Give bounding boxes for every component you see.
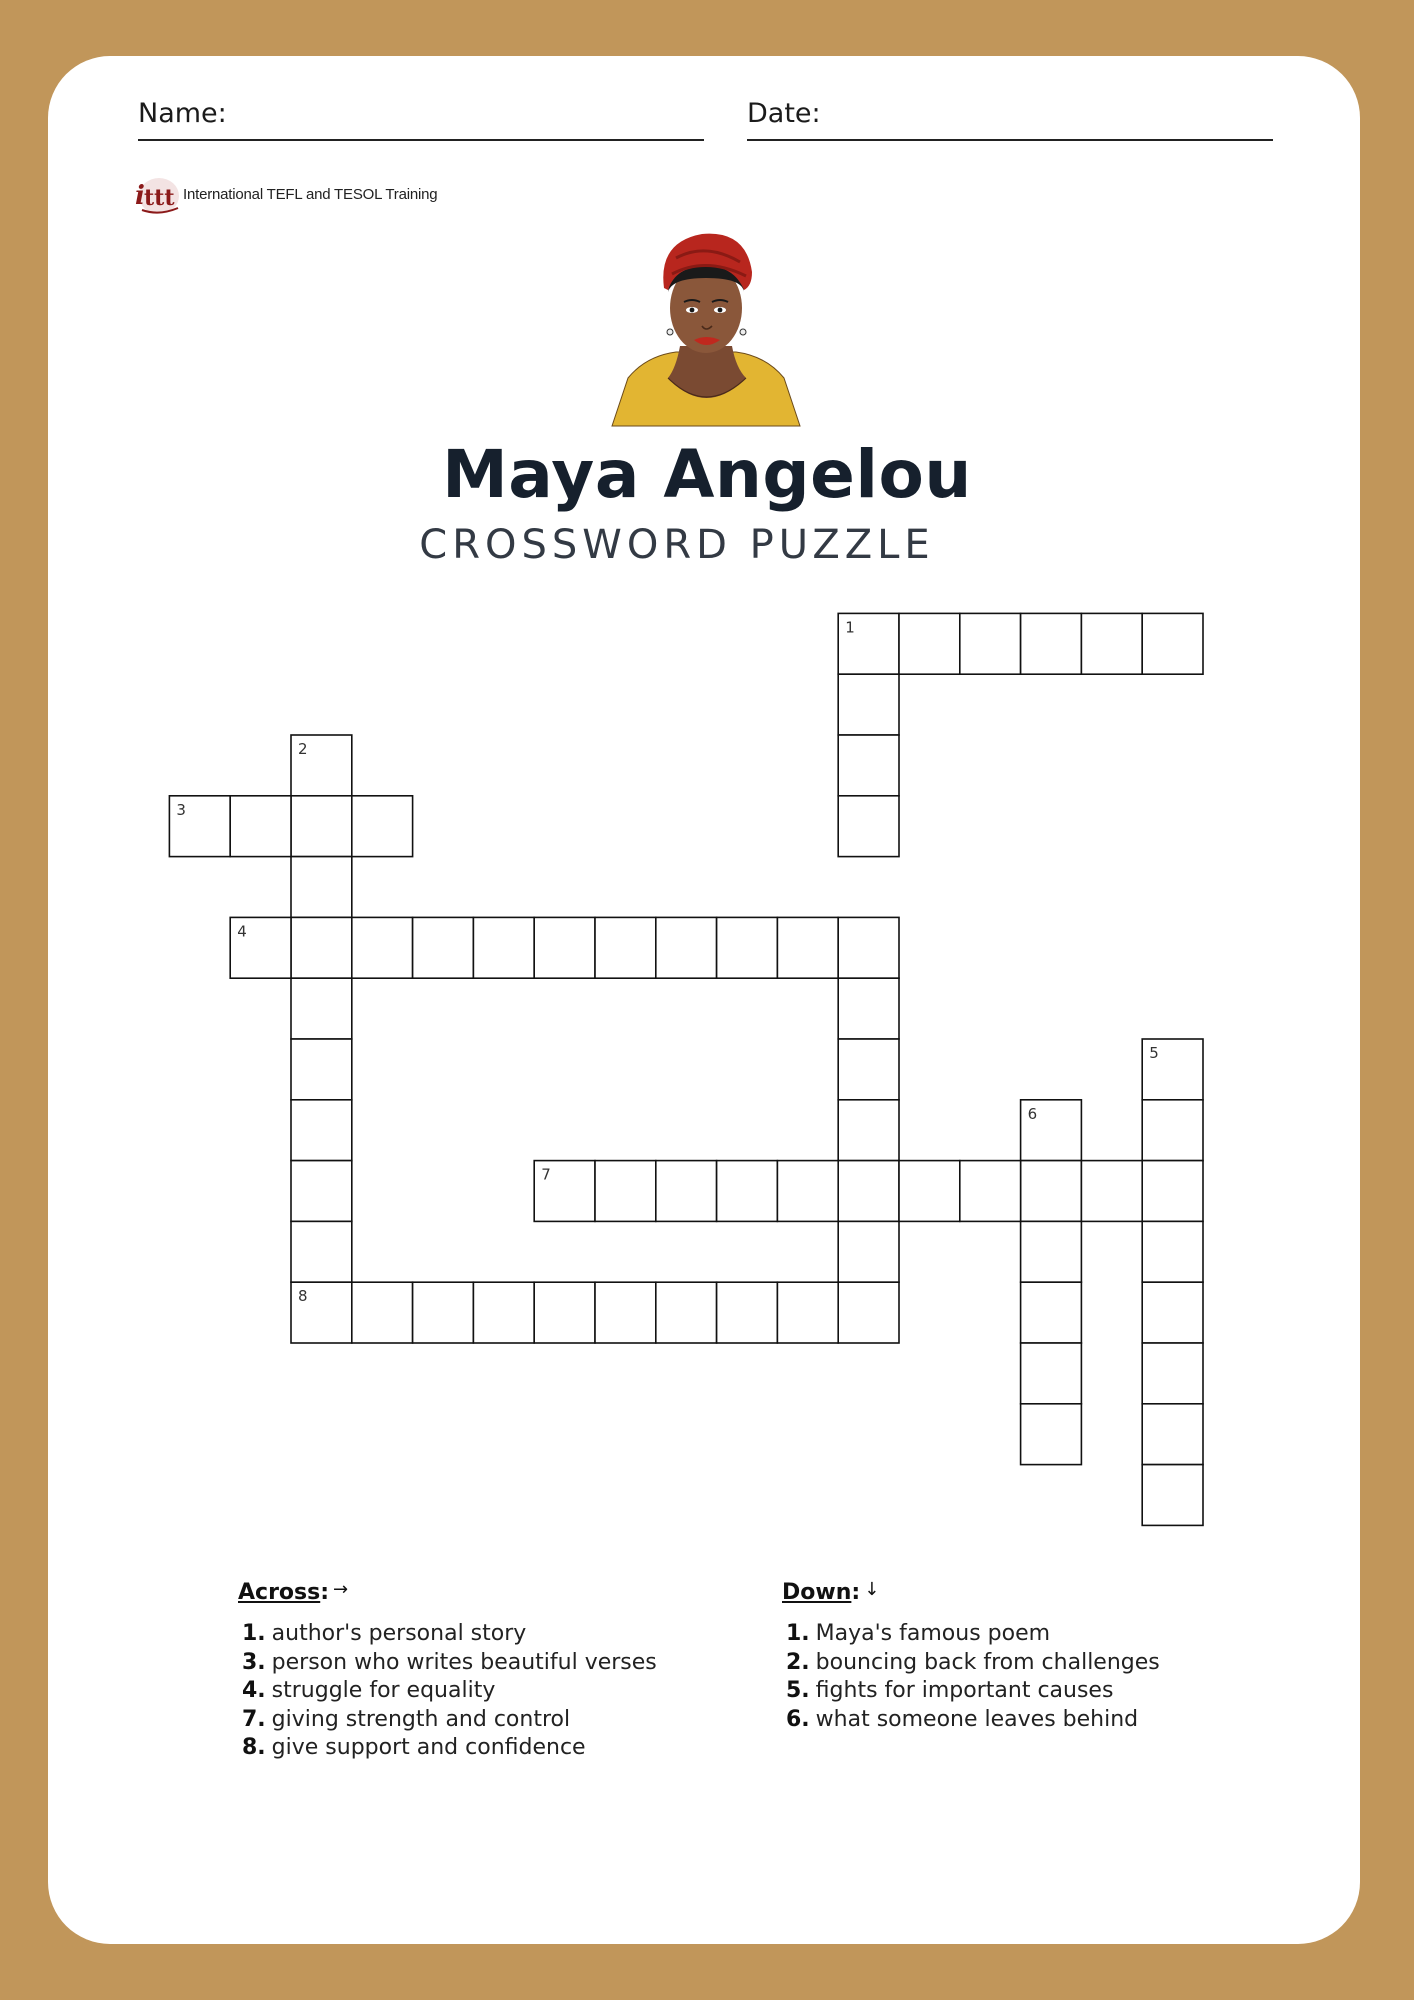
crossword-cell[interactable] bbox=[534, 1282, 595, 1343]
crossword-cell[interactable] bbox=[1021, 1343, 1082, 1404]
across-clue bbox=[242, 1706, 657, 1735]
clue-text: struggle for equality bbox=[271, 1678, 496, 1704]
down-clue bbox=[786, 1649, 1160, 1678]
crossword-cell[interactable] bbox=[717, 917, 778, 978]
clue-number: 5. bbox=[786, 1678, 810, 1704]
clue-number: 1. bbox=[242, 1621, 266, 1646]
crossword-cell[interactable] bbox=[838, 1039, 899, 1100]
arrow-down-icon: ↓ bbox=[864, 1579, 880, 1600]
across-clue-list bbox=[242, 1620, 657, 1763]
clue-text: bouncing back from challenges bbox=[815, 1649, 1160, 1675]
cell-number: 4 bbox=[237, 922, 247, 941]
crossword-cell[interactable] bbox=[352, 917, 413, 978]
crossword-cell[interactable] bbox=[1021, 1161, 1082, 1222]
crossword-cell[interactable] bbox=[838, 1282, 899, 1343]
crossword-cell[interactable] bbox=[473, 917, 534, 978]
page-title: Maya Angelou bbox=[442, 436, 972, 513]
crossword-cell[interactable] bbox=[534, 917, 595, 978]
crossword-cell[interactable] bbox=[291, 857, 352, 918]
across-clue bbox=[242, 1734, 657, 1763]
clue-text: person who writes beautiful verses bbox=[271, 1649, 657, 1675]
crossword-cell[interactable] bbox=[291, 1161, 352, 1222]
crossword-cell[interactable] bbox=[1142, 1404, 1203, 1465]
down-clue bbox=[786, 1620, 1160, 1649]
cell-number: 5 bbox=[1149, 1044, 1159, 1062]
cell-number: 7 bbox=[541, 1165, 551, 1184]
crossword-cell[interactable] bbox=[1021, 1282, 1082, 1343]
crossword-cell[interactable] bbox=[777, 1282, 838, 1343]
down-clue bbox=[786, 1677, 1160, 1706]
crossword-cell[interactable] bbox=[352, 1282, 413, 1343]
clue-text: Maya's famous poem bbox=[815, 1621, 1051, 1646]
clue-text: give support and confidence bbox=[271, 1735, 586, 1761]
crossword-cell[interactable] bbox=[899, 613, 960, 674]
crossword-cell[interactable] bbox=[291, 1039, 352, 1100]
cell-number: 8 bbox=[298, 1287, 308, 1306]
across-clue bbox=[242, 1677, 657, 1706]
crossword-cell[interactable] bbox=[838, 735, 899, 796]
crossword-cell[interactable] bbox=[717, 1161, 778, 1222]
clue-number: 4. bbox=[242, 1678, 266, 1704]
crossword-cell[interactable] bbox=[838, 1100, 899, 1161]
cell-number: 2 bbox=[298, 740, 308, 758]
clue-text: author's personal story bbox=[271, 1621, 527, 1646]
down-clue-list bbox=[786, 1620, 1160, 1734]
crossword-cell[interactable] bbox=[777, 917, 838, 978]
crossword-cell[interactable] bbox=[899, 1161, 960, 1222]
svg-text:ttt: ttt bbox=[144, 185, 175, 211]
logo-text: International TEFL and TESOL Training bbox=[183, 186, 438, 203]
crossword-cell[interactable] bbox=[230, 796, 291, 857]
crossword-cell[interactable] bbox=[777, 1161, 838, 1222]
crossword-cell[interactable] bbox=[1142, 1465, 1203, 1526]
name-label: Name: bbox=[138, 98, 227, 129]
down-clue bbox=[786, 1706, 1160, 1735]
crossword-cell[interactable] bbox=[656, 917, 717, 978]
crossword-cell[interactable] bbox=[656, 1282, 717, 1343]
crossword-cell[interactable] bbox=[1081, 613, 1142, 674]
crossword-cell[interactable] bbox=[838, 674, 899, 735]
crossword-cell[interactable] bbox=[838, 917, 899, 978]
clue-text: what someone leaves behind bbox=[815, 1706, 1139, 1732]
across-heading: Across: → bbox=[238, 1579, 349, 1605]
page-subtitle: CROSSWORD PUZZLE bbox=[419, 522, 935, 568]
crossword-cell[interactable] bbox=[1081, 1161, 1142, 1222]
crossword-cell[interactable] bbox=[473, 1282, 534, 1343]
arrow-right-icon: → bbox=[333, 1579, 349, 1600]
across-clue bbox=[242, 1649, 657, 1678]
crossword-cell[interactable] bbox=[413, 1282, 474, 1343]
crossword-cell[interactable] bbox=[838, 1161, 899, 1222]
cell-number: 6 bbox=[1027, 1104, 1038, 1123]
crossword-cell[interactable] bbox=[838, 1221, 899, 1282]
crossword-cell[interactable] bbox=[352, 796, 413, 857]
crossword-cell[interactable] bbox=[595, 1282, 656, 1343]
svg-text:i: i bbox=[135, 181, 145, 211]
crossword-cell[interactable] bbox=[960, 1161, 1021, 1222]
crossword-cell[interactable] bbox=[1142, 613, 1203, 674]
crossword-cell[interactable] bbox=[1142, 1100, 1203, 1161]
crossword-cell[interactable] bbox=[1142, 1221, 1203, 1282]
clue-number: 8. bbox=[242, 1735, 266, 1761]
clue-number: 1. bbox=[786, 1621, 810, 1646]
crossword-cell[interactable] bbox=[413, 917, 474, 978]
clue-number: 6. bbox=[786, 1706, 810, 1732]
crossword-cell[interactable] bbox=[291, 917, 352, 978]
crossword-cell[interactable] bbox=[1021, 1221, 1082, 1282]
down-heading: Down: ↓ bbox=[782, 1579, 880, 1605]
clue-text: giving strength and control bbox=[271, 1706, 571, 1732]
crossword-cell[interactable] bbox=[717, 1282, 778, 1343]
crossword-cell[interactable] bbox=[1142, 1343, 1203, 1404]
crossword-cell[interactable] bbox=[291, 796, 352, 857]
crossword-cell[interactable] bbox=[291, 1100, 352, 1161]
clue-number: 7. bbox=[242, 1706, 266, 1732]
cell-number: 3 bbox=[176, 800, 186, 819]
crossword-cell[interactable] bbox=[838, 978, 899, 1039]
crossword-cell[interactable] bbox=[960, 613, 1021, 674]
crossword-cell[interactable] bbox=[291, 1221, 352, 1282]
crossword-cell[interactable] bbox=[838, 796, 899, 857]
crossword-cell[interactable] bbox=[1021, 613, 1082, 674]
crossword-cell[interactable] bbox=[595, 917, 656, 978]
across-clue bbox=[242, 1620, 657, 1649]
date-label: Date: bbox=[747, 98, 821, 129]
clue-text: fights for important causes bbox=[815, 1678, 1114, 1704]
clue-number: 3. bbox=[242, 1649, 266, 1675]
clue-number: 2. bbox=[786, 1649, 810, 1675]
cell-number: 1 bbox=[845, 618, 855, 637]
crossword-cell[interactable] bbox=[656, 1161, 717, 1222]
crossword-cell[interactable] bbox=[1021, 1404, 1082, 1465]
crossword-cell[interactable] bbox=[1142, 1282, 1203, 1343]
crossword-cell[interactable] bbox=[595, 1161, 656, 1222]
crossword-cell[interactable] bbox=[291, 978, 352, 1039]
crossword-cell[interactable] bbox=[1142, 1161, 1203, 1222]
